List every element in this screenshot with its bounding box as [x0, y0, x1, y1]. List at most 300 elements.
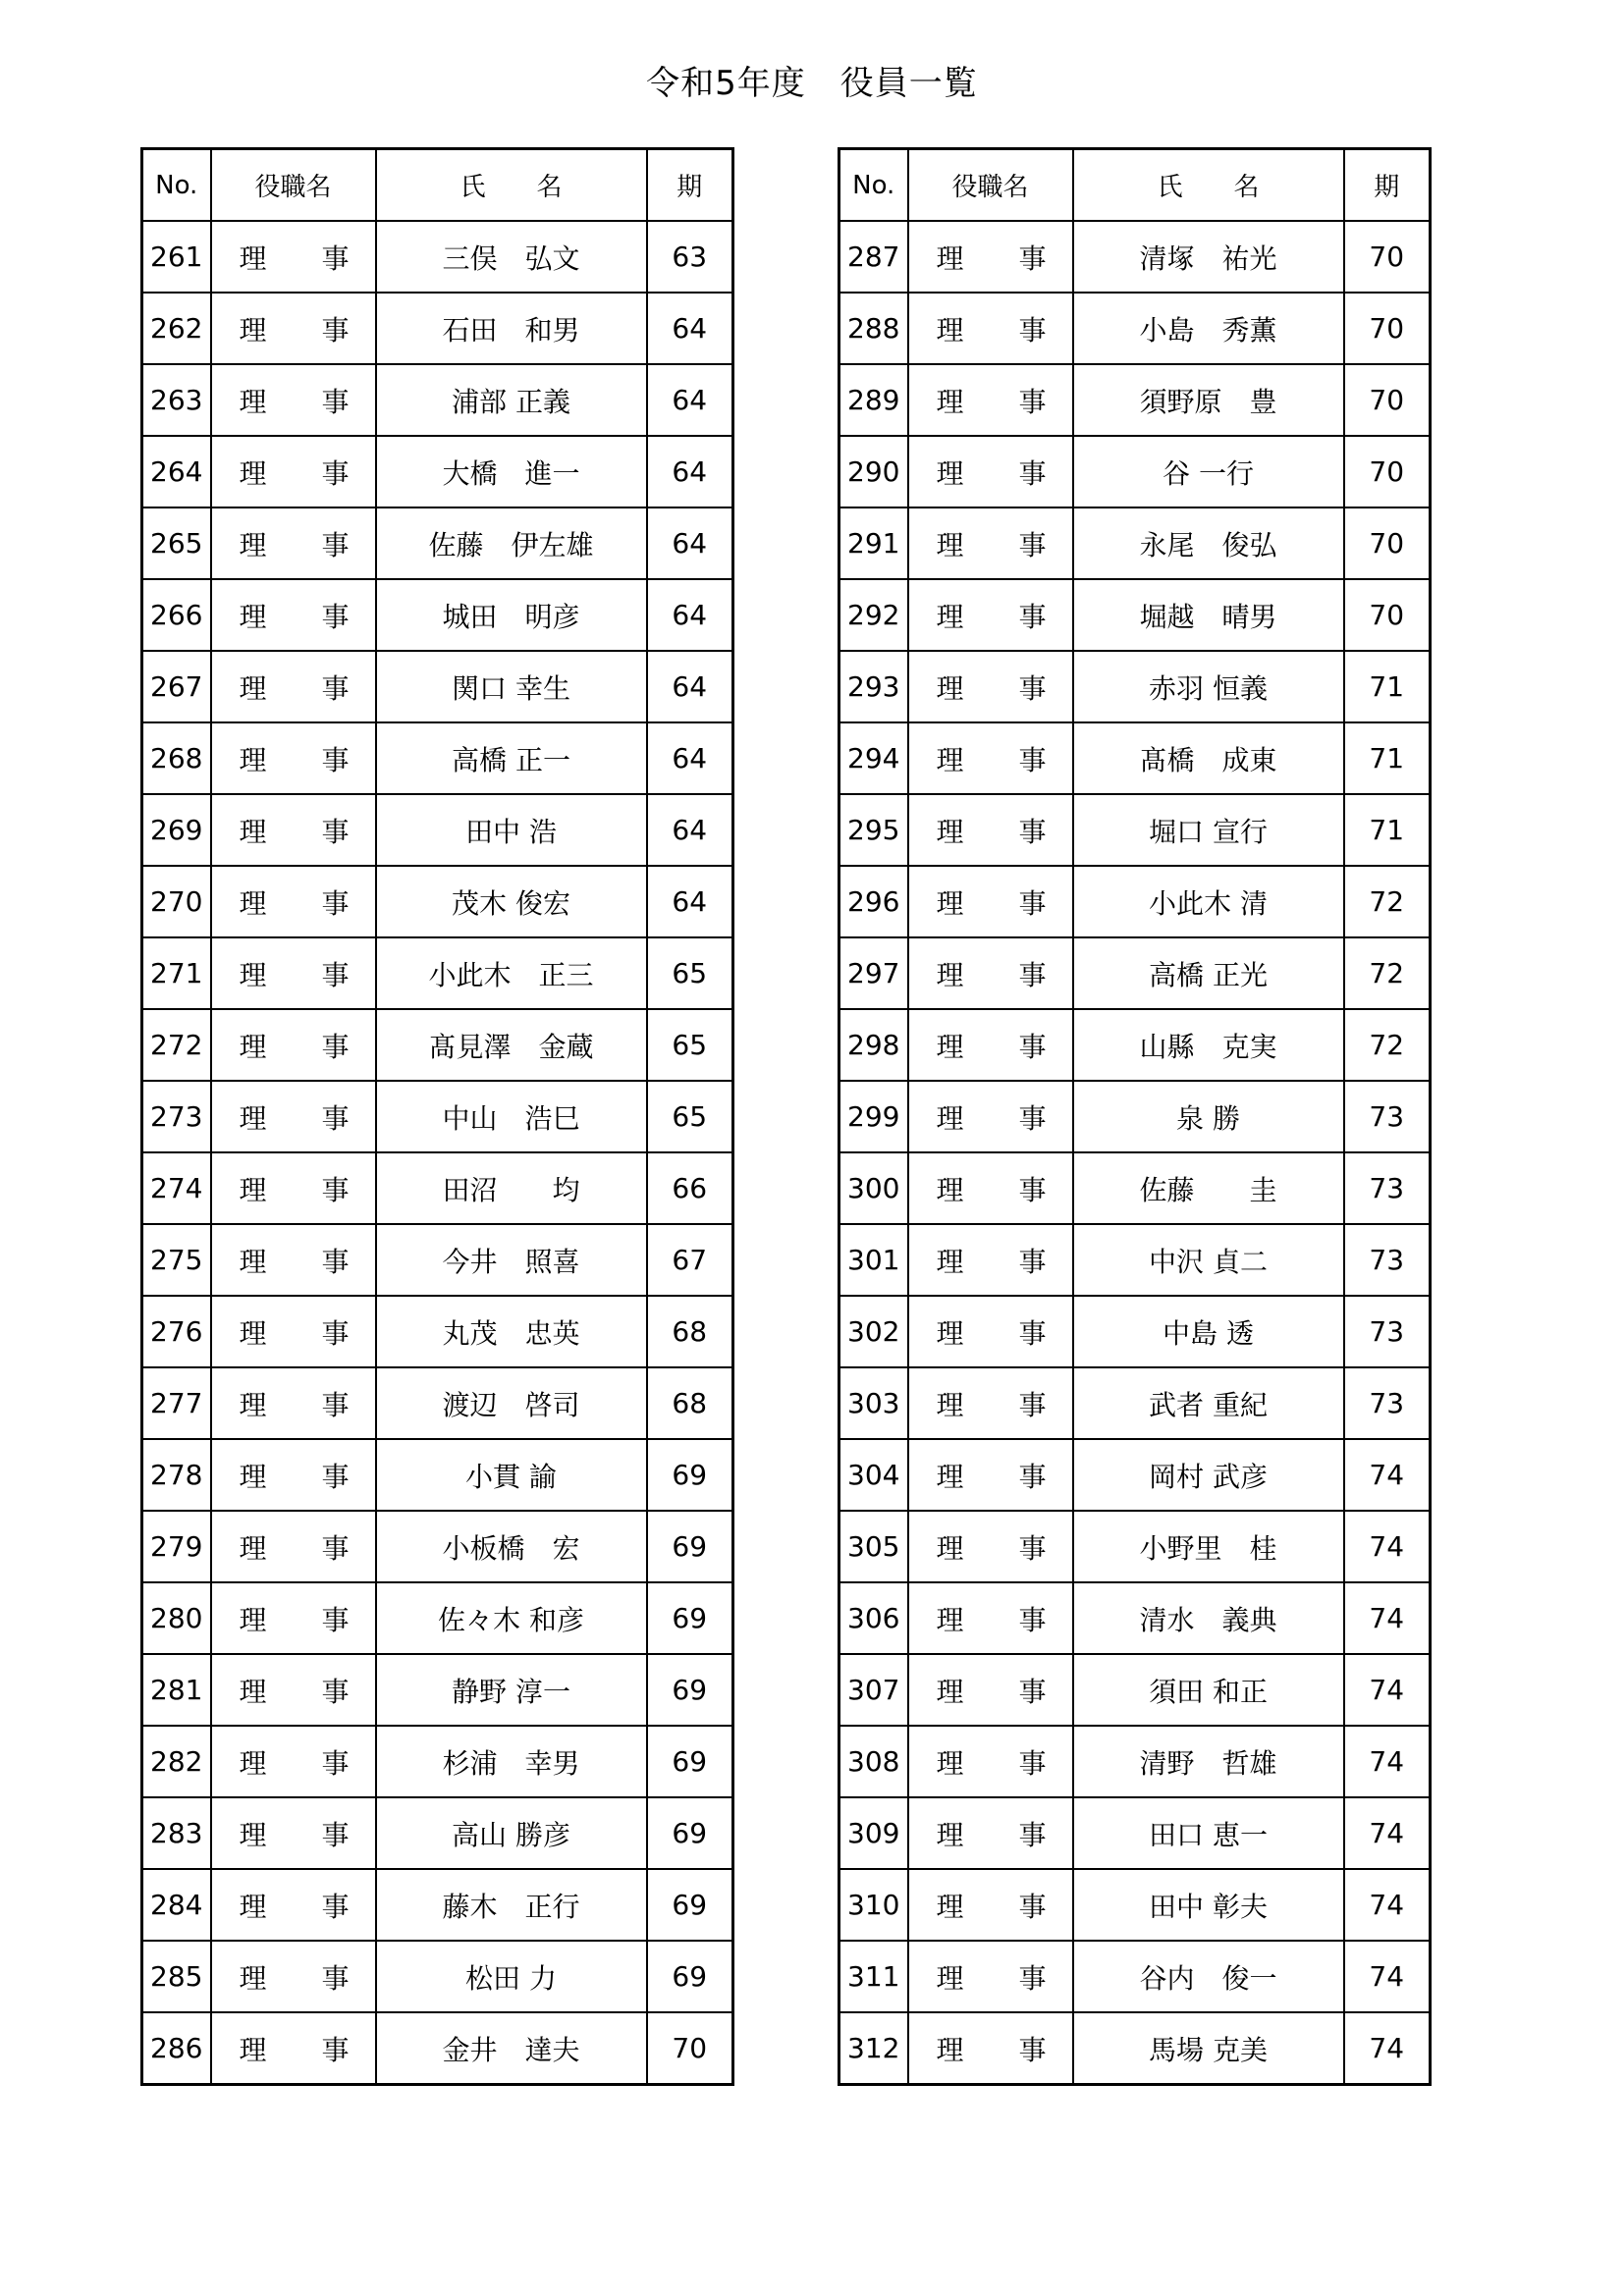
page-title: 令和5年度 役員一覧 [646, 64, 978, 103]
table-row [839, 579, 1431, 651]
cell-name: 中沢 貞二 [1073, 1224, 1344, 1296]
cell-role [211, 1439, 376, 1511]
cell-no: 272 [142, 1009, 211, 1081]
cell-role [211, 1797, 376, 1869]
cell-term: 64 [647, 866, 733, 937]
cell-role [211, 651, 376, 722]
table-row [142, 1152, 733, 1224]
role-text [909, 453, 1072, 492]
role-text [212, 1527, 375, 1567]
cell-role [908, 1726, 1073, 1797]
cell-role [211, 1009, 376, 1081]
role-char: 理 [936, 1101, 964, 1135]
table-row [839, 794, 1431, 866]
role-char: 理 [239, 313, 267, 347]
cell-name: 金井 達夫 [376, 2012, 647, 2085]
cell-no: 310 [839, 1869, 908, 1941]
cell-term: 69 [647, 1797, 733, 1869]
cell-no: 279 [142, 1511, 211, 1582]
role-char: 理 [239, 600, 267, 633]
role-char: 事 [321, 886, 350, 920]
cell-no: 264 [142, 436, 211, 507]
role-char: 事 [1018, 1531, 1047, 1565]
cell-term: 74 [1344, 1439, 1431, 1511]
role-char: 事 [1018, 1961, 1047, 1995]
cell-term: 73 [1344, 1367, 1431, 1439]
cell-role [908, 1296, 1073, 1367]
cell-no: 262 [142, 293, 211, 364]
role-text [909, 238, 1072, 277]
role-char: 事 [1018, 1890, 1047, 1923]
cell-role [908, 1439, 1073, 1511]
role-text [909, 1097, 1072, 1137]
cell-term: 74 [1344, 1511, 1431, 1582]
role-char: 理 [936, 2033, 964, 2066]
cell-role [908, 1009, 1073, 1081]
role-char: 事 [1018, 1603, 1047, 1636]
header-name: 氏 名 [1073, 149, 1344, 222]
cell-no: 281 [142, 1654, 211, 1726]
table-row [839, 221, 1431, 293]
cell-term: 74 [1344, 1797, 1431, 1869]
cell-role [211, 1296, 376, 1367]
cell-no: 291 [839, 507, 908, 579]
cell-no: 276 [142, 1296, 211, 1367]
table-row [142, 2012, 733, 2085]
role-text [909, 1241, 1072, 1280]
role-text [909, 667, 1072, 707]
cell-name: 小此木 正三 [376, 937, 647, 1009]
cell-no: 302 [839, 1296, 908, 1367]
header-term: 期 [647, 149, 733, 222]
cell-role [908, 1152, 1073, 1224]
cell-term: 66 [647, 1152, 733, 1224]
cell-term: 74 [1344, 1582, 1431, 1654]
role-char: 事 [321, 600, 350, 633]
cell-no: 306 [839, 1582, 908, 1654]
role-char: 理 [936, 1388, 964, 1421]
cell-no: 287 [839, 221, 908, 293]
table-row [839, 364, 1431, 436]
role-char: 理 [239, 1388, 267, 1421]
cell-term: 70 [1344, 293, 1431, 364]
role-char: 理 [936, 886, 964, 920]
role-char: 理 [239, 385, 267, 418]
cell-term: 68 [647, 1367, 733, 1439]
role-text [212, 739, 375, 778]
table-row [839, 1224, 1431, 1296]
cell-term: 69 [647, 1511, 733, 1582]
role-char: 理 [239, 2033, 267, 2066]
cell-term: 73 [1344, 1152, 1431, 1224]
cell-name: 谷内 俊一 [1073, 1941, 1344, 2012]
table-row [142, 221, 733, 293]
cell-role [908, 937, 1073, 1009]
table-row [142, 1869, 733, 1941]
cell-term: 73 [1344, 1081, 1431, 1152]
header-no: No. [142, 149, 211, 222]
role-char: 事 [1018, 958, 1047, 991]
cell-no: 286 [142, 2012, 211, 2085]
cell-term: 71 [1344, 794, 1431, 866]
table-row [839, 1439, 1431, 1511]
role-char: 事 [1018, 886, 1047, 920]
role-char: 事 [321, 1101, 350, 1135]
cell-no: 265 [142, 507, 211, 579]
role-char: 事 [1018, 1818, 1047, 1851]
role-text [212, 453, 375, 492]
cell-no: 270 [142, 866, 211, 937]
cell-term: 72 [1344, 866, 1431, 937]
cell-name: 泉 勝 [1073, 1081, 1344, 1152]
table-row [142, 293, 733, 364]
cell-no: 293 [839, 651, 908, 722]
role-char: 理 [936, 241, 964, 275]
role-text [909, 309, 1072, 348]
cell-role [211, 794, 376, 866]
cell-role [211, 1726, 376, 1797]
cell-role [211, 1941, 376, 2012]
table-row [839, 1296, 1431, 1367]
cell-name: 清塚 祐光 [1073, 221, 1344, 293]
table-row [142, 1224, 733, 1296]
role-text [909, 1312, 1072, 1352]
cell-no: 311 [839, 1941, 908, 2012]
role-text [212, 1456, 375, 1495]
cell-name: 小貫 諭 [376, 1439, 647, 1511]
cell-role [908, 221, 1073, 293]
cell-term: 69 [647, 1582, 733, 1654]
cell-term: 63 [647, 221, 733, 293]
table-row [839, 1726, 1431, 1797]
cell-role [908, 293, 1073, 364]
role-char: 事 [321, 743, 350, 776]
cell-name: 佐藤 伊左雄 [376, 507, 647, 579]
role-text [909, 1886, 1072, 1925]
table-row [142, 1081, 733, 1152]
cell-name: 髙見澤 金蔵 [376, 1009, 647, 1081]
role-char: 事 [321, 1460, 350, 1493]
role-char: 事 [321, 2033, 350, 2066]
role-text [212, 1241, 375, 1280]
cell-term: 74 [1344, 2012, 1431, 2085]
header-name: 氏 名 [376, 149, 647, 222]
cell-no: 301 [839, 1224, 908, 1296]
table-body-right [839, 221, 1431, 2085]
cell-role [908, 1797, 1073, 1869]
table-row [142, 937, 733, 1009]
table-body-left [142, 221, 733, 2085]
cell-name: 茂木 俊宏 [376, 866, 647, 937]
role-text [212, 1097, 375, 1137]
table-row [839, 722, 1431, 794]
table-row [839, 1941, 1431, 2012]
table-row [839, 436, 1431, 507]
cell-name: 山縣 克実 [1073, 1009, 1344, 1081]
role-char: 理 [936, 528, 964, 561]
role-text [212, 954, 375, 993]
table-row [142, 866, 733, 937]
cell-name: 小此木 清 [1073, 866, 1344, 937]
cell-term: 64 [647, 579, 733, 651]
role-text [212, 1026, 375, 1065]
header-no: No. [839, 149, 908, 222]
cell-term: 69 [647, 1941, 733, 2012]
role-text [909, 596, 1072, 635]
role-text [909, 1456, 1072, 1495]
role-char: 理 [239, 815, 267, 848]
role-char: 事 [1018, 1316, 1047, 1350]
cell-no: 298 [839, 1009, 908, 1081]
role-char: 事 [1018, 815, 1047, 848]
role-char: 事 [321, 1746, 350, 1780]
table-row [142, 1511, 733, 1582]
role-char: 理 [239, 241, 267, 275]
role-char: 事 [1018, 313, 1047, 347]
cell-role [211, 579, 376, 651]
cell-role [908, 364, 1073, 436]
cell-name: 高橋 正光 [1073, 937, 1344, 1009]
role-char: 事 [321, 385, 350, 418]
role-text [212, 1886, 375, 1925]
table-row [839, 293, 1431, 364]
role-char: 事 [1018, 671, 1047, 705]
role-char: 事 [1018, 1173, 1047, 1206]
role-char: 理 [936, 1818, 964, 1851]
cell-no: 300 [839, 1152, 908, 1224]
cell-name: 高橋 正一 [376, 722, 647, 794]
cell-name: 城田 明彦 [376, 579, 647, 651]
role-char: 事 [321, 313, 350, 347]
header-row [839, 149, 1431, 222]
table-row [839, 1081, 1431, 1152]
cell-no: 271 [142, 937, 211, 1009]
role-char: 事 [1018, 1030, 1047, 1063]
role-char: 理 [936, 1890, 964, 1923]
role-char: 理 [936, 958, 964, 991]
cell-name: 渡辺 啓司 [376, 1367, 647, 1439]
cell-name: 小板橋 宏 [376, 1511, 647, 1582]
cell-no: 284 [142, 1869, 211, 1941]
cell-no: 307 [839, 1654, 908, 1726]
cell-name: 田沼 均 [376, 1152, 647, 1224]
table-row [839, 1869, 1431, 1941]
cell-role [211, 364, 376, 436]
cell-name: 今井 照喜 [376, 1224, 647, 1296]
role-char: 理 [239, 1245, 267, 1278]
role-char: 理 [239, 1030, 267, 1063]
cell-term: 73 [1344, 1224, 1431, 1296]
role-char: 理 [936, 815, 964, 848]
cell-role [908, 1654, 1073, 1726]
cell-name: 大橋 進一 [376, 436, 647, 507]
role-text [909, 1026, 1072, 1065]
cell-name: 岡村 武彦 [1073, 1439, 1344, 1511]
role-char: 事 [1018, 456, 1047, 490]
role-char: 事 [1018, 1460, 1047, 1493]
cell-role [908, 1367, 1073, 1439]
cell-no: 273 [142, 1081, 211, 1152]
role-char: 理 [936, 1245, 964, 1278]
cell-name: 須田 和正 [1073, 1654, 1344, 1726]
cell-term: 69 [647, 1654, 733, 1726]
cell-role [211, 293, 376, 364]
table-row [839, 1009, 1431, 1081]
role-char: 事 [1018, 528, 1047, 561]
role-char: 理 [936, 1173, 964, 1206]
role-char: 理 [239, 886, 267, 920]
cell-term: 69 [647, 1726, 733, 1797]
cell-term: 69 [647, 1869, 733, 1941]
cell-name: 谷 一行 [1073, 436, 1344, 507]
role-char: 理 [936, 1531, 964, 1565]
role-char: 事 [1018, 1245, 1047, 1278]
cell-role [211, 507, 376, 579]
cell-no: 278 [142, 1439, 211, 1511]
header-role: 役職名 [211, 149, 376, 222]
table-row [839, 1511, 1431, 1582]
cell-term: 71 [1344, 651, 1431, 722]
role-text [212, 381, 375, 420]
cell-name: 髙橋 成東 [1073, 722, 1344, 794]
cell-name: 佐々木 和彦 [376, 1582, 647, 1654]
role-text [212, 882, 375, 922]
cell-no: 274 [142, 1152, 211, 1224]
cell-term: 70 [1344, 579, 1431, 651]
cell-name: 石田 和男 [376, 293, 647, 364]
role-char: 理 [936, 313, 964, 347]
cell-term: 64 [647, 364, 733, 436]
cell-name: 永尾 俊弘 [1073, 507, 1344, 579]
cell-term: 72 [1344, 937, 1431, 1009]
role-char: 理 [239, 1316, 267, 1350]
table-row [839, 507, 1431, 579]
cell-term: 70 [1344, 507, 1431, 579]
cell-name: 三俣 弘文 [376, 221, 647, 293]
role-text [212, 811, 375, 850]
role-text [909, 1742, 1072, 1782]
cell-name: 高山 勝彦 [376, 1797, 647, 1869]
cell-no: 308 [839, 1726, 908, 1797]
role-char: 理 [936, 671, 964, 705]
role-text [909, 1814, 1072, 1853]
role-char: 理 [936, 1030, 964, 1063]
cell-no: 289 [839, 364, 908, 436]
role-char: 事 [321, 528, 350, 561]
cell-term: 73 [1344, 1296, 1431, 1367]
cell-role [211, 1152, 376, 1224]
cell-role [211, 1367, 376, 1439]
cell-name: 清水 義典 [1073, 1582, 1344, 1654]
cell-no: 304 [839, 1439, 908, 1511]
cell-role [908, 436, 1073, 507]
role-char: 理 [239, 1531, 267, 1565]
cell-no: 268 [142, 722, 211, 794]
role-text [909, 1671, 1072, 1710]
cell-name: 中山 浩巳 [376, 1081, 647, 1152]
role-char: 理 [239, 671, 267, 705]
role-text [909, 739, 1072, 778]
cell-no: 309 [839, 1797, 908, 1869]
cell-role [908, 866, 1073, 937]
role-char: 理 [239, 743, 267, 776]
cell-term: 72 [1344, 1009, 1431, 1081]
cell-name: 関口 幸生 [376, 651, 647, 722]
cell-no: 297 [839, 937, 908, 1009]
cell-name: 杉浦 幸男 [376, 1726, 647, 1797]
role-char: 事 [1018, 743, 1047, 776]
role-char: 理 [936, 1675, 964, 1708]
table-row [142, 1654, 733, 1726]
cell-term: 74 [1344, 1726, 1431, 1797]
role-char: 事 [321, 1961, 350, 1995]
cell-name: 佐藤 圭 [1073, 1152, 1344, 1224]
role-text [212, 524, 375, 563]
cell-no: 312 [839, 2012, 908, 2085]
header-role: 役職名 [908, 149, 1073, 222]
cell-role [211, 1081, 376, 1152]
role-char: 事 [321, 1603, 350, 1636]
cell-role [908, 507, 1073, 579]
cell-term: 65 [647, 1081, 733, 1152]
role-text [909, 1527, 1072, 1567]
role-text [909, 811, 1072, 850]
table-row [839, 651, 1431, 722]
role-char: 事 [1018, 1746, 1047, 1780]
role-text [212, 238, 375, 277]
cell-role [211, 1224, 376, 1296]
cell-name: 田口 恵一 [1073, 1797, 1344, 1869]
role-char: 理 [239, 528, 267, 561]
cell-name: 田中 彰夫 [1073, 1869, 1344, 1941]
role-text [212, 1312, 375, 1352]
table-row [839, 1582, 1431, 1654]
table-row [839, 1152, 1431, 1224]
cell-term: 64 [647, 293, 733, 364]
cell-term: 65 [647, 937, 733, 1009]
role-char: 理 [936, 1746, 964, 1780]
table-row [142, 507, 733, 579]
table-row [142, 1367, 733, 1439]
cell-role [908, 1941, 1073, 2012]
role-text [909, 1384, 1072, 1423]
cell-no: 282 [142, 1726, 211, 1797]
role-char: 理 [239, 958, 267, 991]
table-row [839, 1797, 1431, 1869]
role-char: 理 [936, 1316, 964, 1350]
role-char: 理 [936, 1961, 964, 1995]
cell-name: 武者 重紀 [1073, 1367, 1344, 1439]
cell-term: 67 [647, 1224, 733, 1296]
role-char: 事 [1018, 1675, 1047, 1708]
table-row [839, 1367, 1431, 1439]
role-text [212, 1957, 375, 1997]
cell-name: 赤羽 恒義 [1073, 651, 1344, 722]
role-char: 理 [239, 1818, 267, 1851]
cell-term: 65 [647, 1009, 733, 1081]
table-row [142, 1009, 733, 1081]
role-char: 理 [936, 1460, 964, 1493]
role-char: 事 [321, 1531, 350, 1565]
role-char: 事 [321, 1818, 350, 1851]
role-char: 事 [321, 958, 350, 991]
cell-no: 299 [839, 1081, 908, 1152]
role-text [909, 381, 1072, 420]
cell-role [211, 1511, 376, 1582]
table-row [142, 651, 733, 722]
role-text [212, 2029, 375, 2068]
role-char: 理 [936, 385, 964, 418]
